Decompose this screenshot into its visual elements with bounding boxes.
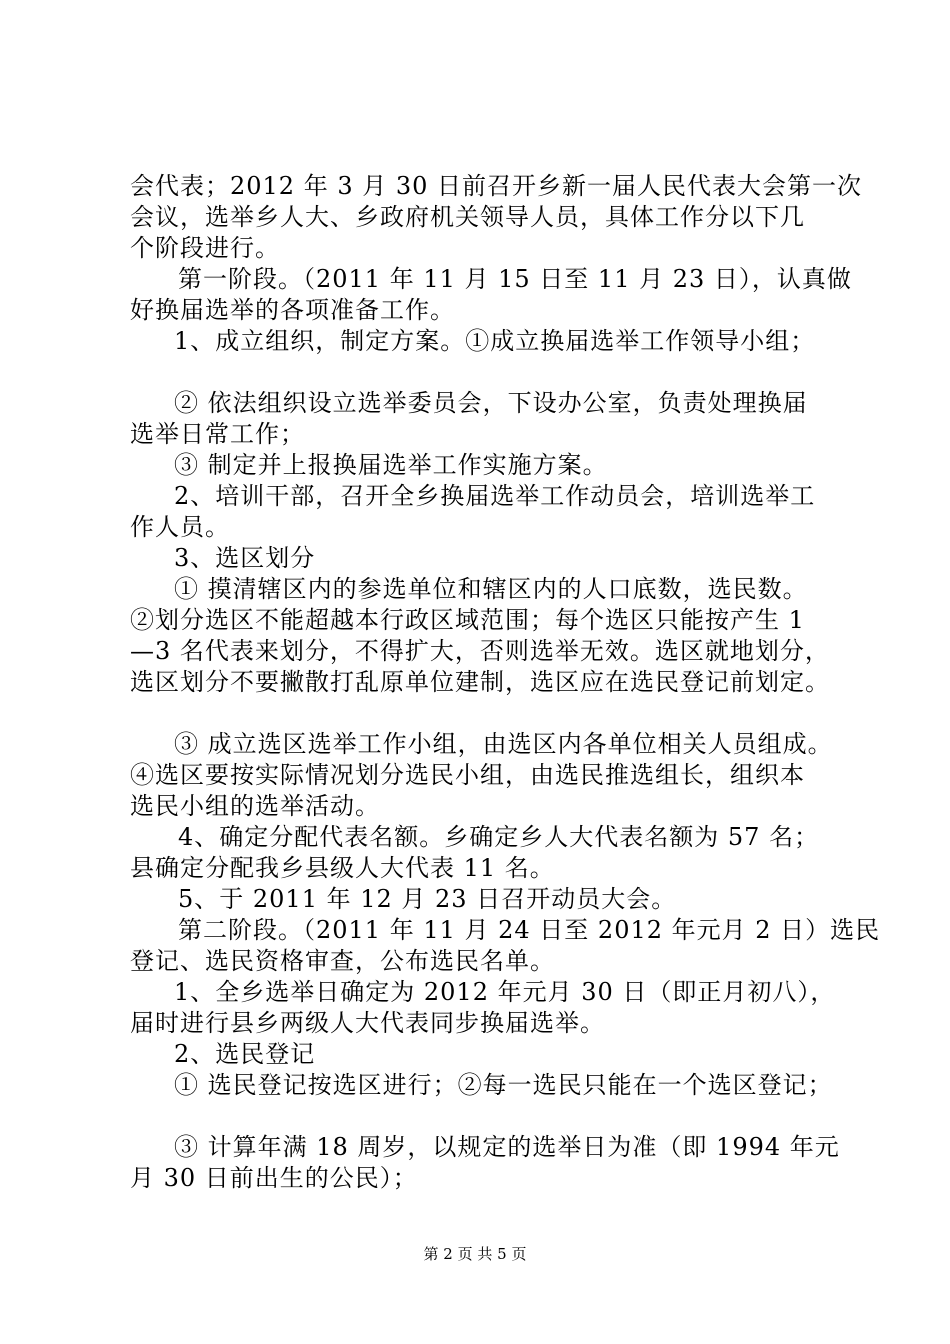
text-line: ③ 计算年满 18 周岁，以规定的选举日为准（即 1994 年元: [174, 1133, 840, 1161]
text-line: 县确定分配我乡县级人大代表 11 名。: [130, 854, 555, 882]
text-line: 月 30 日前出生的公民）；: [130, 1164, 418, 1192]
document-body: [130, 171, 881, 1194]
text-line: 1、全乡选举日确定为 2012 年元月 30 日（即正月初八），: [174, 978, 836, 1006]
text-line: 好换届选举的各项准备工作。: [130, 296, 455, 324]
text-line: 届时进行县乡两级人大代表同步换届选举。: [130, 1009, 605, 1037]
text-line: 会代表；2012 年 3 月 30 日前召开乡新一届人民代表大会第一次: [130, 172, 863, 200]
text-line: ③ 制定并上报换届选举工作实施方案。: [174, 451, 608, 479]
text-line: ① 摸清辖区内的参选单位和辖区内的人口底数，选民数。: [174, 575, 808, 603]
text-line: 选民小组的选举活动。: [130, 792, 380, 820]
text-line: 4、确定分配代表名额。乡确定乡人大代表名额为 57 名；: [178, 823, 820, 851]
text-line: 1、成立组织，制定方案。①成立换届选举工作领导小组；: [174, 327, 816, 355]
text-line: —3 名代表来划分，不得扩大，否则选举无效。选区就地划分，: [130, 637, 830, 665]
text-line: ① 选民登记按选区进行；②每一选民只能在一个选区登记；: [174, 1071, 833, 1099]
page-number-footer: 第 2 页 共 5 页: [423, 1245, 527, 1263]
text-line: ③ 成立选区选举工作小组，由选区内各单位相关人员组成。: [174, 730, 833, 758]
text-line: ④选区要按实际情况划分选民小组，由选民推选组长，组织本: [130, 761, 805, 789]
text-line: 个阶段进行。: [130, 234, 280, 262]
text-line: 2、选民登记: [174, 1040, 316, 1068]
text-line: 2、培训干部，召开全乡换届选举工作动员会，培训选举工: [174, 482, 816, 510]
text-line: ② 依法组织设立选举委员会，下设办公室，负责处理换届: [174, 389, 808, 417]
text-line: 5、于 2011 年 12 月 23 日召开动员大会。: [178, 885, 677, 913]
text-line: 会议，选举乡人大、乡政府机关领导人员，具体工作分以下几: [130, 203, 805, 231]
text-line: 选举日常工作；: [130, 420, 305, 448]
section-heading-stage-one: 第一阶段。（2011 年 11 月 15 日至 11 月 23 日），认真做: [178, 265, 852, 293]
text-line: 选区划分不要撇散打乱原单位建制，选区应在选民登记前划定。: [130, 668, 830, 696]
blank-line: [130, 698, 850, 729]
text-line: 作人员。: [130, 513, 230, 541]
text-line: 登记、选民资格审查，公布选民名单。: [130, 947, 555, 975]
blank-line: [130, 1101, 850, 1132]
text-line: 3、选区划分: [174, 544, 316, 572]
text-line: ②划分选区不能超越本行政区域范围；每个选区只能按产生 1: [130, 606, 805, 634]
section-heading-stage-two: 第二阶段。（2011 年 11 月 24 日至 2012 年元月 2 日）选民: [178, 916, 881, 944]
blank-line: [130, 357, 850, 388]
